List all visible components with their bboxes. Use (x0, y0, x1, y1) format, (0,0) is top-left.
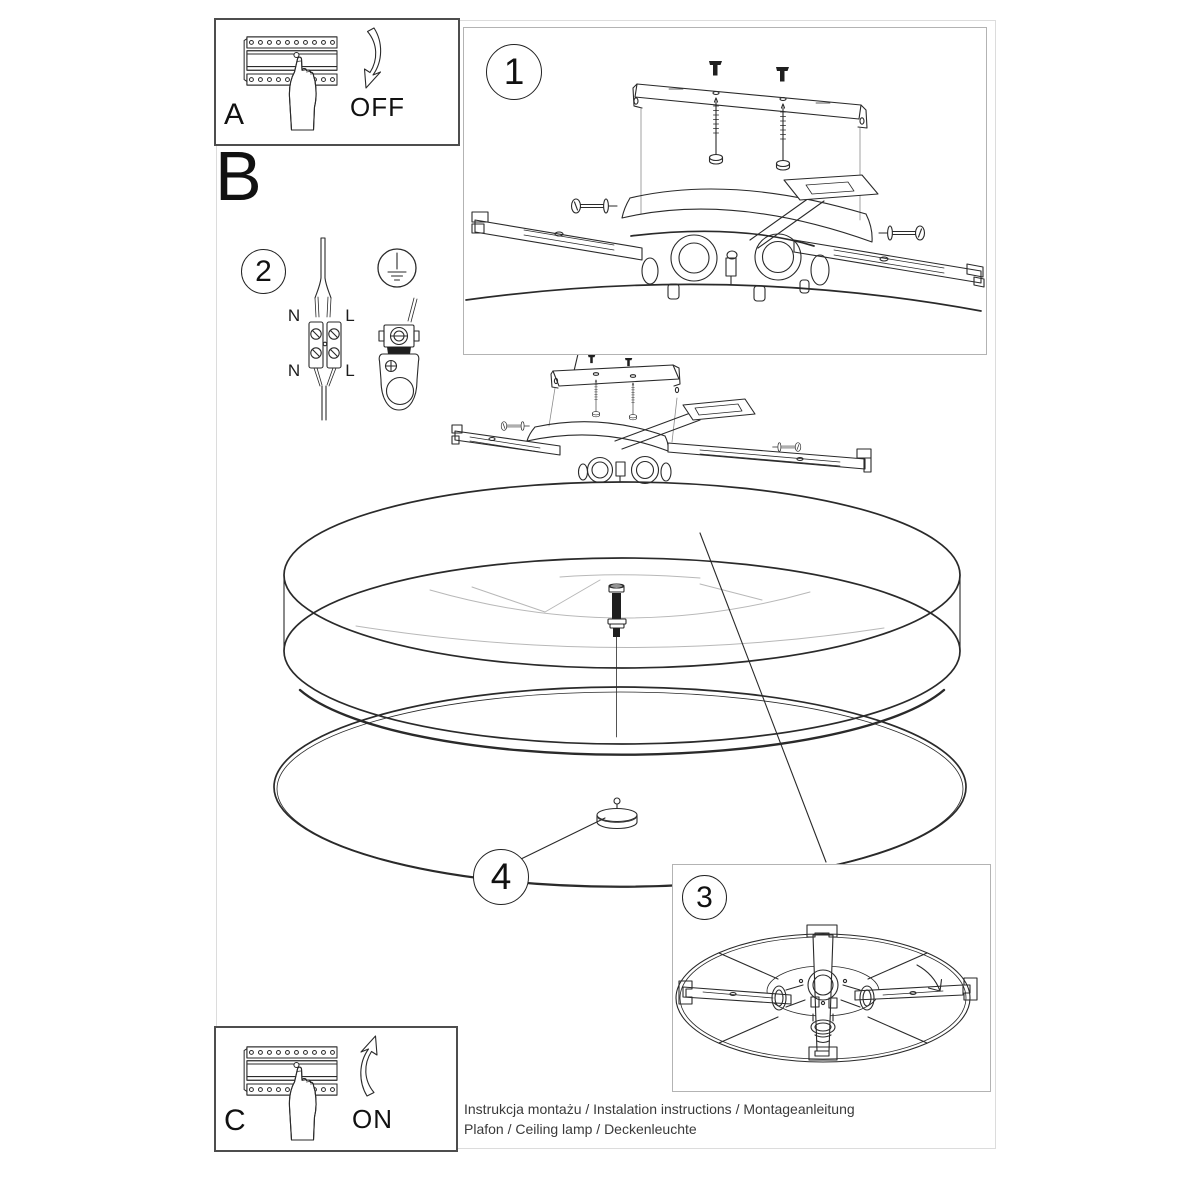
step-4-badge: 4 (473, 849, 529, 905)
breaker-off-illustration (216, 20, 454, 140)
side-screw-icon (879, 226, 925, 240)
lamp-sockets-small (579, 457, 672, 484)
on-label: ON (352, 1104, 393, 1134)
leader-line-step4 (521, 818, 605, 859)
step-a-box (214, 18, 460, 146)
step-3-box (672, 864, 991, 1092)
finial-cap (597, 798, 637, 829)
ceiling-screw-icon (777, 104, 790, 170)
off-label: OFF (350, 92, 405, 122)
ceiling-line (466, 284, 981, 311)
mounting-bracket-detail (464, 28, 983, 351)
step-2-badge: 2 (241, 249, 286, 294)
footer-line-2: Plafon / Ceiling lamp / Deckenleuchte (464, 1120, 697, 1137)
cable-gland (379, 298, 419, 410)
threaded-rod (608, 584, 626, 737)
wall-plug-icon (588, 355, 595, 363)
wall-plug-icon (709, 61, 722, 76)
side-screw-icon (572, 199, 618, 213)
hand-press-icon (289, 1067, 316, 1140)
breaker-on-illustration (216, 1028, 452, 1146)
hand-press-icon (289, 57, 316, 130)
footer-text (464, 1100, 855, 1139)
wall-plug-icon (625, 358, 632, 366)
label-neutral-top: N (287, 306, 301, 325)
frame-top-view (673, 865, 987, 1088)
section-b-label: B (215, 137, 262, 215)
terminal-block (309, 322, 341, 368)
step-3-badge: 3 (682, 875, 727, 920)
breaker-panel-icon (244, 37, 337, 85)
arrow-up-icon (361, 1036, 377, 1096)
wiring-diagram (228, 228, 443, 428)
label-live-bottom: L (345, 361, 355, 380)
breaker-panel-icon (244, 1047, 337, 1095)
side-screw-icon (773, 443, 801, 452)
step-a-label: A (224, 98, 245, 131)
footer-line-1: Instrukcja montażu / Instalation instructions / Montageanleitung (464, 1101, 855, 1117)
step-1-box (463, 27, 987, 355)
step-c-box (214, 1026, 458, 1152)
arrow-down-icon (365, 28, 381, 88)
ceiling-screw-icon (629, 383, 636, 420)
side-screw-icon (501, 422, 529, 431)
step-c-label: C (224, 1104, 246, 1137)
cross-bars (679, 925, 977, 1060)
leader-line-step1 (574, 354, 578, 371)
lamp-cable (314, 368, 336, 420)
drum-bottom-rim (300, 690, 944, 755)
ceiling-screw-icon (592, 380, 599, 417)
ground-symbol-icon (378, 249, 416, 287)
leader-line-step3 (700, 533, 826, 862)
ceiling-screw-icon (710, 98, 723, 164)
wall-plug-icon (776, 67, 789, 82)
mains-cable (315, 238, 331, 317)
label-live-top: L (345, 306, 355, 325)
mounting-bracket-small (452, 355, 871, 484)
step-1-badge: 1 (486, 44, 542, 100)
label-neutral-bottom: N (287, 361, 301, 380)
